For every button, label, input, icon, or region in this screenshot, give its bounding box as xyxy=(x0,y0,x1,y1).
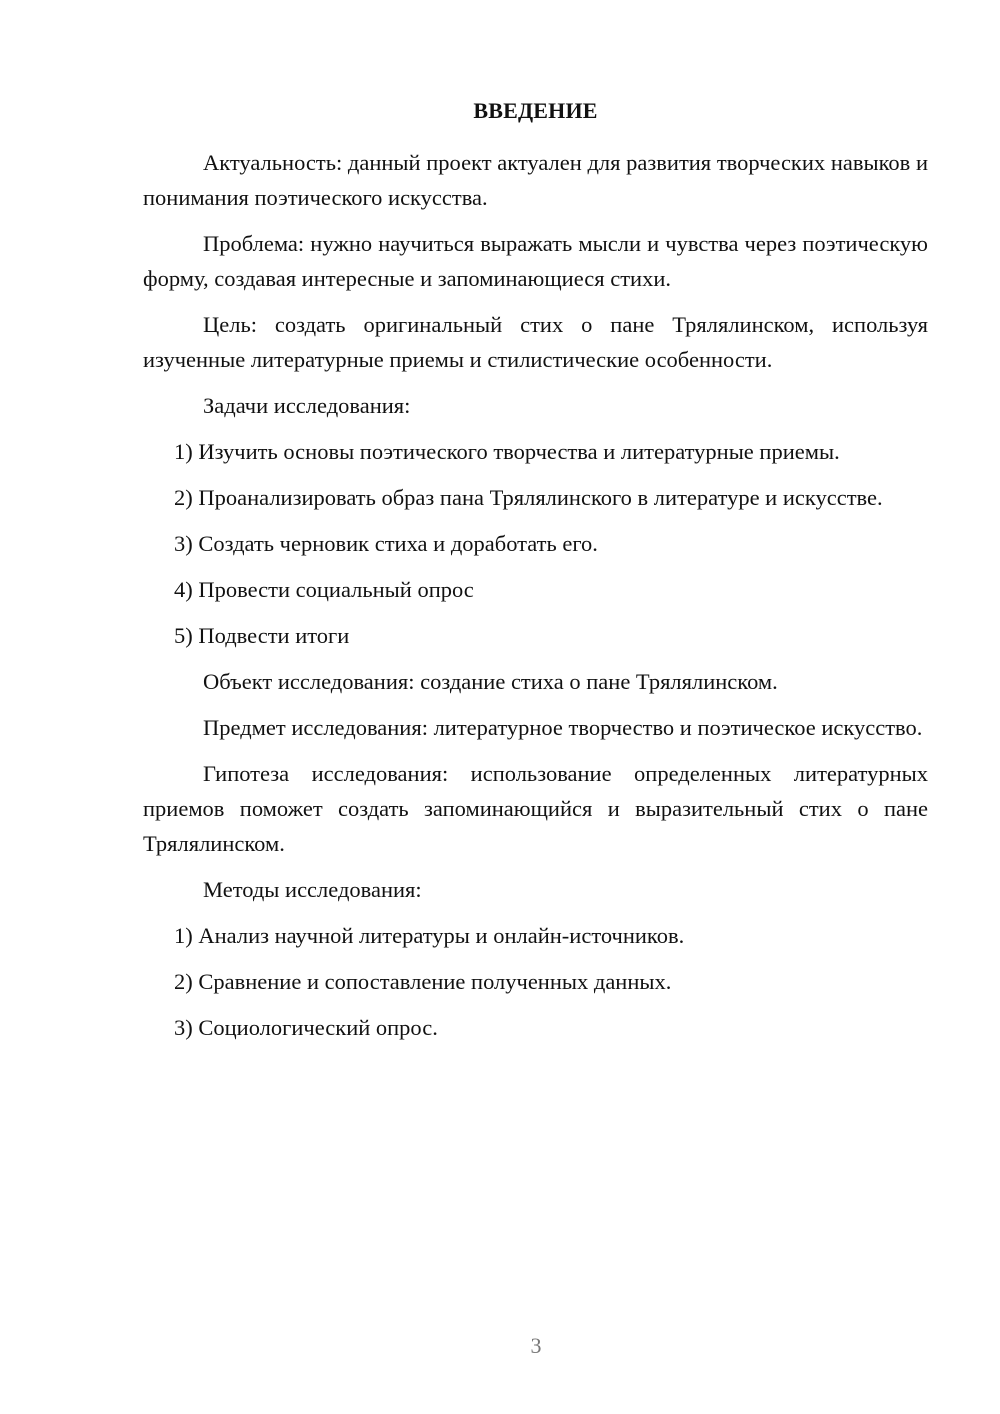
relevance-paragraph: Актуальность: данный проект актуален для развития творческих навыков и понимания поэтического искусства. xyxy=(143,150,928,210)
task-item-1: 1) Изучить основы поэтического творчества и литературные приемы. xyxy=(174,439,840,464)
goal-paragraph: Цель: создать оригинальный стих о пане Трялялинском, используя изученные литературные приемы и стилистические особенности. xyxy=(143,312,928,372)
tasks-heading: Задачи исследования: xyxy=(203,393,411,418)
subject-paragraph: Предмет исследования: литературное творчество и поэтическое искусство. xyxy=(203,715,923,740)
page-content xyxy=(143,93,928,1056)
method-item-2: 2) Сравнение и сопоставление полученных данных. xyxy=(174,969,672,994)
method-item-1: 1) Анализ научной литературы и онлайн-источников. xyxy=(174,923,685,948)
methods-heading: Методы исследования: xyxy=(203,877,422,902)
object-paragraph: Объект исследования: создание стиха о пане Трялялинском. xyxy=(203,669,778,694)
task-item-4: 4) Провести социальный опрос xyxy=(174,577,474,602)
problem-paragraph: Проблема: нужно научиться выражать мысли и чувства через поэтическую форму, создавая интересные и запоминающиеся стихи. xyxy=(143,231,928,291)
task-item-5: 5) Подвести итоги xyxy=(174,623,350,648)
task-item-2: 2) Проанализировать образ пана Трялялинского в литературе и искусстве. xyxy=(174,485,883,510)
page-title: ВВЕДЕНИЕ xyxy=(473,98,598,123)
task-item-3: 3) Создать черновик стиха и доработать его. xyxy=(174,531,598,556)
hypothesis-paragraph: Гипотеза исследования: использование определенных литературных приемов поможет создать запоминающийся и выразительный стих о пане Трялялинском. xyxy=(143,761,928,856)
page-number: 3 xyxy=(530,1333,542,1358)
method-item-3: 3) Социологический опрос. xyxy=(174,1015,438,1040)
